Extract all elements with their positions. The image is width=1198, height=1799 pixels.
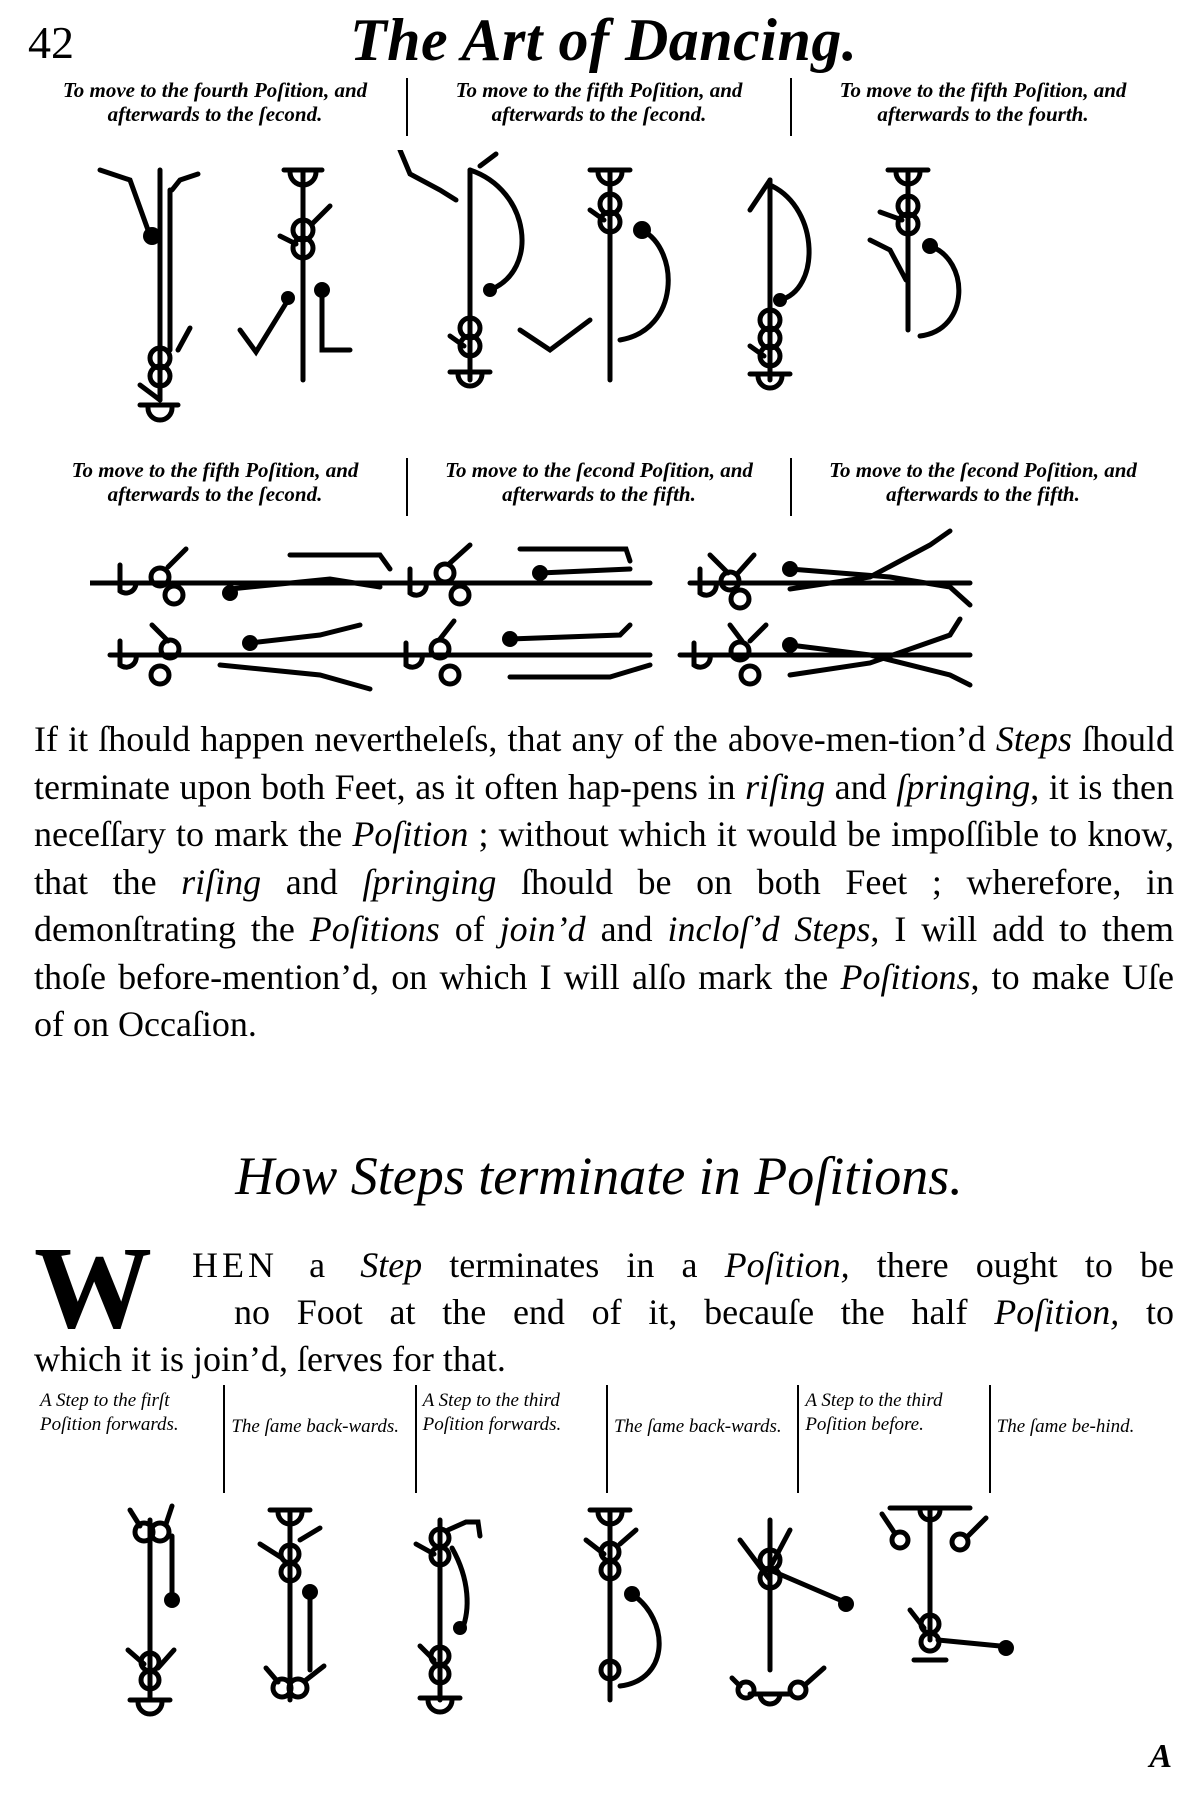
step-notation	[240, 170, 350, 380]
caption: To move to the fifth Poſition, and afterwards to the ſecond.	[406, 78, 790, 136]
text-line: HEN a Step terminates in a Poſition, there ought to be	[192, 1245, 1174, 1285]
notation-figure-row1	[60, 150, 1140, 450]
drop-cap: W	[34, 1222, 152, 1353]
caption: To move to the fifth Poſition, and afterwards to the ſecond.	[71, 458, 359, 506]
step-notation	[882, 1508, 1014, 1660]
section-heading: How Steps terminate in Poſitions.	[235, 1146, 963, 1206]
step-notation	[390, 545, 650, 684]
step-notation	[680, 531, 970, 685]
step-notation	[870, 170, 959, 336]
step-notation	[260, 1510, 324, 1700]
page-title: The Art of Dancing.	[350, 7, 858, 73]
caption: To move to the fifth Poſition, and afterwards to the fourth.	[790, 78, 1174, 136]
body-paragraph: If it ſhould happen nevertheleſs, that any of the above-men-tion’d Steps ſhould terminate upon both Feet, as it often hap-pens in riſing and ſpringing, it is then neceſſary to mark the Poſition ; without which it would be impoſſible to know, that the riſing and ſpringing ſhould be on both Feet ; wherefore, in demonſtrating the Poſitions of join’d and incloſ’d Steps, I will add to them thoſe before-mention’d, on which I will alſo mark the Poſitions, to make Uſe of on Occaſion.	[34, 719, 1175, 1044]
caption: To move to the ſecond Poſition, and afterwards to the fifth.	[790, 458, 1174, 516]
caption: To move to the ſecond Poſition, and afterwards to the fifth.	[406, 458, 790, 516]
caption: To move to the fourth Poſition, and afterwards to the ſecond.	[62, 78, 368, 126]
text-line: which it is join’d, ſerves for that.	[34, 1339, 506, 1379]
caption: The ſame be-hind.	[989, 1385, 1180, 1493]
step-notation	[90, 549, 400, 689]
caption-row-3	[34, 1385, 1180, 1493]
caption-row-2	[24, 458, 1174, 516]
step-notation	[732, 1520, 854, 1704]
step-notation	[520, 170, 668, 380]
caption: A Step to the third Poſition before.	[797, 1385, 988, 1493]
step-notation	[100, 170, 198, 420]
notation-figure-row3	[110, 1500, 1170, 1730]
caption: The ſame back-wards.	[223, 1385, 414, 1493]
caption: A Step to the third Poſition forwards.	[415, 1385, 606, 1493]
step-notation	[128, 1506, 180, 1714]
catchword: A	[1149, 1738, 1172, 1775]
page-number: 42	[28, 17, 74, 68]
caption: A Step to the firſt Poſition forwards.	[40, 1390, 179, 1435]
step-notation	[750, 180, 809, 388]
step-notation	[400, 150, 522, 386]
step-notation	[416, 1520, 480, 1712]
notation-figure-row2	[90, 525, 1140, 705]
step-notation	[586, 1510, 659, 1700]
caption: The ſame back-wards.	[606, 1385, 797, 1493]
text-line: no Foot at the end of it, becauſe the half Poſition, to	[234, 1292, 1174, 1332]
caption-row-1	[24, 78, 1174, 136]
